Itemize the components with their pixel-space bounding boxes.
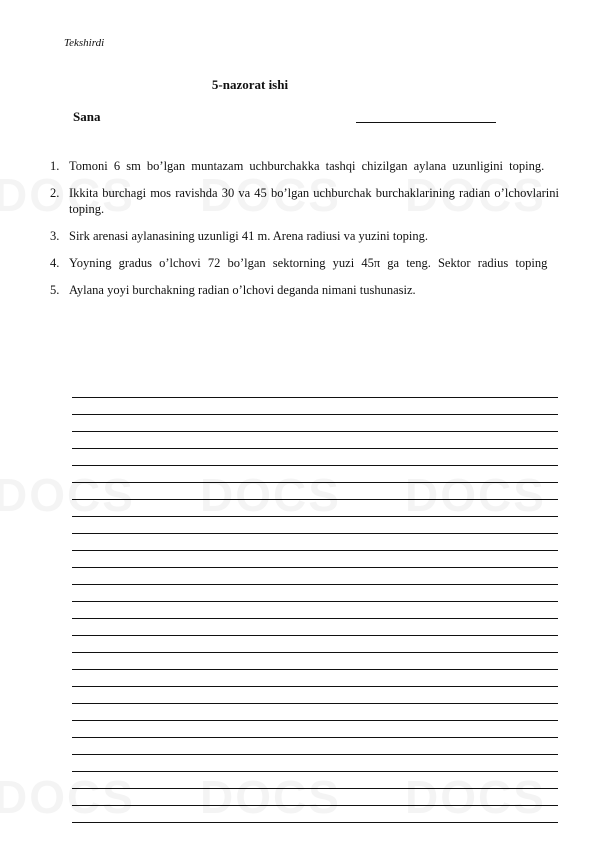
watermark xyxy=(405,168,546,222)
answer-line xyxy=(72,433,558,449)
date-blank-line xyxy=(356,122,496,123)
header-note: Tekshirdi xyxy=(64,37,105,49)
answer-line xyxy=(72,569,558,585)
watermark xyxy=(0,468,135,522)
watermark xyxy=(405,770,546,824)
answer-line xyxy=(72,722,558,738)
question-number: 2. xyxy=(50,186,60,200)
question-item xyxy=(50,255,559,271)
answer-line xyxy=(72,739,558,755)
answer-line xyxy=(72,535,558,551)
page-title: 5-nazorat ishi xyxy=(211,77,289,92)
watermark xyxy=(0,770,135,824)
answer-line xyxy=(72,637,558,653)
answer-line xyxy=(72,688,558,704)
watermark xyxy=(200,770,341,824)
question-text: Ikkita burchagi mos ravishda 30 va 45 bo’lgan uchburchak burchaklarining radian o’lchovlarini toping. xyxy=(69,186,559,216)
question-text: Tomoni 6 sm bo’lgan muntazam uchburchakka tashqi chizilgan aylana uzunligini toping. xyxy=(69,159,545,173)
question-item xyxy=(50,228,559,244)
question-number: 5. xyxy=(50,283,60,297)
answer-line xyxy=(72,603,558,619)
watermark xyxy=(405,468,546,522)
answer-line xyxy=(72,586,558,602)
watermark xyxy=(200,468,341,522)
answer-line xyxy=(72,399,558,415)
answer-line xyxy=(72,654,558,670)
answer-line xyxy=(72,552,558,568)
question-number: 1. xyxy=(50,159,60,173)
date-label: Sana xyxy=(73,109,101,124)
question-text: Sirk arenasi aylanasining uzunligi 41 m. Arena radiusi va yuzini toping. xyxy=(69,229,428,243)
question-number: 3. xyxy=(50,229,60,243)
watermark xyxy=(200,168,341,222)
answer-line xyxy=(72,382,558,398)
question-text: Aylana yoyi burchakning radian o’lchovi deganda nimani tushunasiz. xyxy=(69,283,416,297)
question-number: 4. xyxy=(50,256,60,270)
watermark xyxy=(0,168,135,222)
answer-line xyxy=(72,705,558,721)
answer-line xyxy=(72,671,558,687)
question-item xyxy=(50,282,559,298)
answer-line xyxy=(72,620,558,636)
answer-line xyxy=(72,416,558,432)
question-text: Yoyning gradus o’lchovi 72 bo’lgan sektorning yuzi 45π ga teng. Sektor radius toping xyxy=(69,256,548,270)
answer-lines-area xyxy=(72,382,558,824)
answer-line xyxy=(72,450,558,466)
